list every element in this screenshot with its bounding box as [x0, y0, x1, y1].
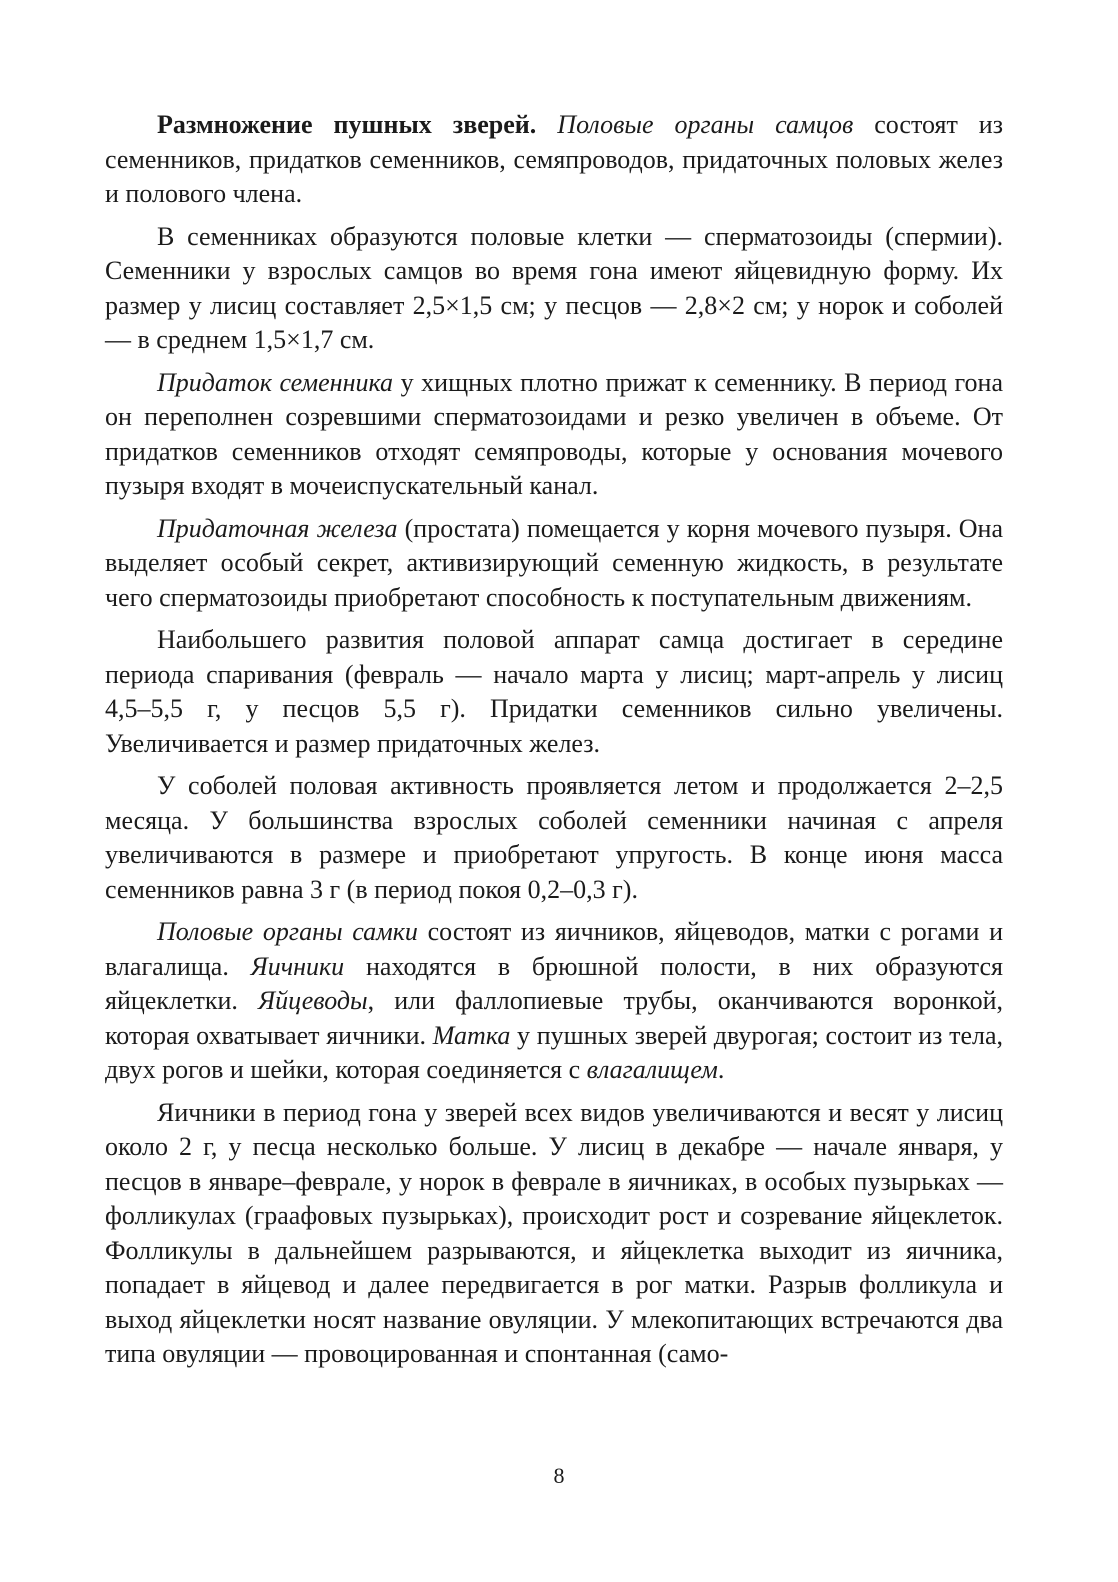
paragraph-prostate: Придаточная железа (простата) помещается у корня мочевого пузыря. Она выделяет особый секрет, активизирующий семенную жидкость, в результате чего сперматозоиды приобретают способность к поступательным движениям. — [105, 513, 1003, 612]
term-oviducts: Яйцеводы — [257, 986, 368, 1015]
section-heading: Размножение пушных зверей. — [157, 110, 537, 139]
term-vagina: влагалищем — [586, 1055, 718, 1084]
paragraph-development: Наибольшего развития половой аппарат самца достигает в середине периода спаривания (февраль — начало марта у лисиц; март-апрель у лисиц 4,5–5,5 г, у песцов 5,5 г). Придатки семенников сильно увеличены. Увеличивается и размер придаточных желез. — [105, 625, 1003, 758]
page-number: 8 — [553, 1463, 565, 1488]
document-page — [105, 108, 1003, 1380]
term-male-organs: Половые органы самцов — [557, 110, 854, 139]
paragraph-testes: В семенниках образуются половые клетки — сперматозоиды (спермии). Семенники у взрослых самцов во время гона имеют яйцевидную форму. Их размер у лисиц составляет 2,5×1,5 см; у песцов — 2,8×2 см; у норок и соболей — в среднем 1,5×1,7 см. — [105, 221, 1003, 354]
term-accessory-gland: Придаточная железа — [157, 513, 398, 543]
term-ovaries: Яичники — [250, 951, 345, 981]
term-epididymis: Придаток семенника — [157, 367, 393, 397]
paragraph-ovulation: Яичники в период гона у зверей всех видов увеличиваются и весят у лисиц около 2 г, у песца несколько больше. У лисиц в декабре — начале января, у песцов в январе–феврале, у норок в феврале в яичниках, в особых пузырьках — фолликулах (граафовых пузырьках), происходит рост и созревание яйцеклеток. Фолликулы в дальнейшем разрываются, и яйцеклетка выходит из яичника, попадает в яйцевод и далее передвигается в рог матки. Разрыв фолликула и выход яйцеклетки носят название овуляции. У млекопитающих встречаются два типа овуляции — провоцированная и спонтанная (само- — [105, 1097, 1003, 1368]
paragraph-epididymis: Придаток семенника у хищных плотно прижат к семеннику. В период гона он переполнен созревшими сперматозоидами и резко увеличен в объеме. От придатков семенников отходят семяпроводы, которые у основания мочевого пузыря входят в мочеиспускательный канал. — [105, 367, 1004, 500]
paragraph-female-organs: Половые органы самки состоят из яичников, яйцеводов, матки с рогами и влагалища. Яичники находятся в брюшной полости, в них образуются яйцеклетки. Яйцеводы, или фаллопиевые трубы, оканчиваются воронкой, которая охватывает яичники. Матка у пушных зверей двурогая; состоит из тела, двух рогов и шейки, которая соединяется с влагалищем. — [105, 917, 1004, 1084]
term-female-organs: Половые органы самки — [157, 917, 418, 946]
paragraph-reproduction-heading: Размножение пушных зверей. Половые органы самцов состоят из семенников, придатков семенников, семяпроводов, придаточных половых желез и полового члена. — [105, 110, 1003, 208]
paragraph-sables: У соболей половая активность проявляется летом и продолжается 2–2,5 месяца. У большинства взрослых соболей семенники начиная с апреля увеличиваются в размере и приобретают упругость. В конце июня масса семенников равна 3 г (в период покоя 0,2–0,3 г). — [105, 771, 1003, 904]
term-uterus: Матка — [432, 1020, 511, 1050]
